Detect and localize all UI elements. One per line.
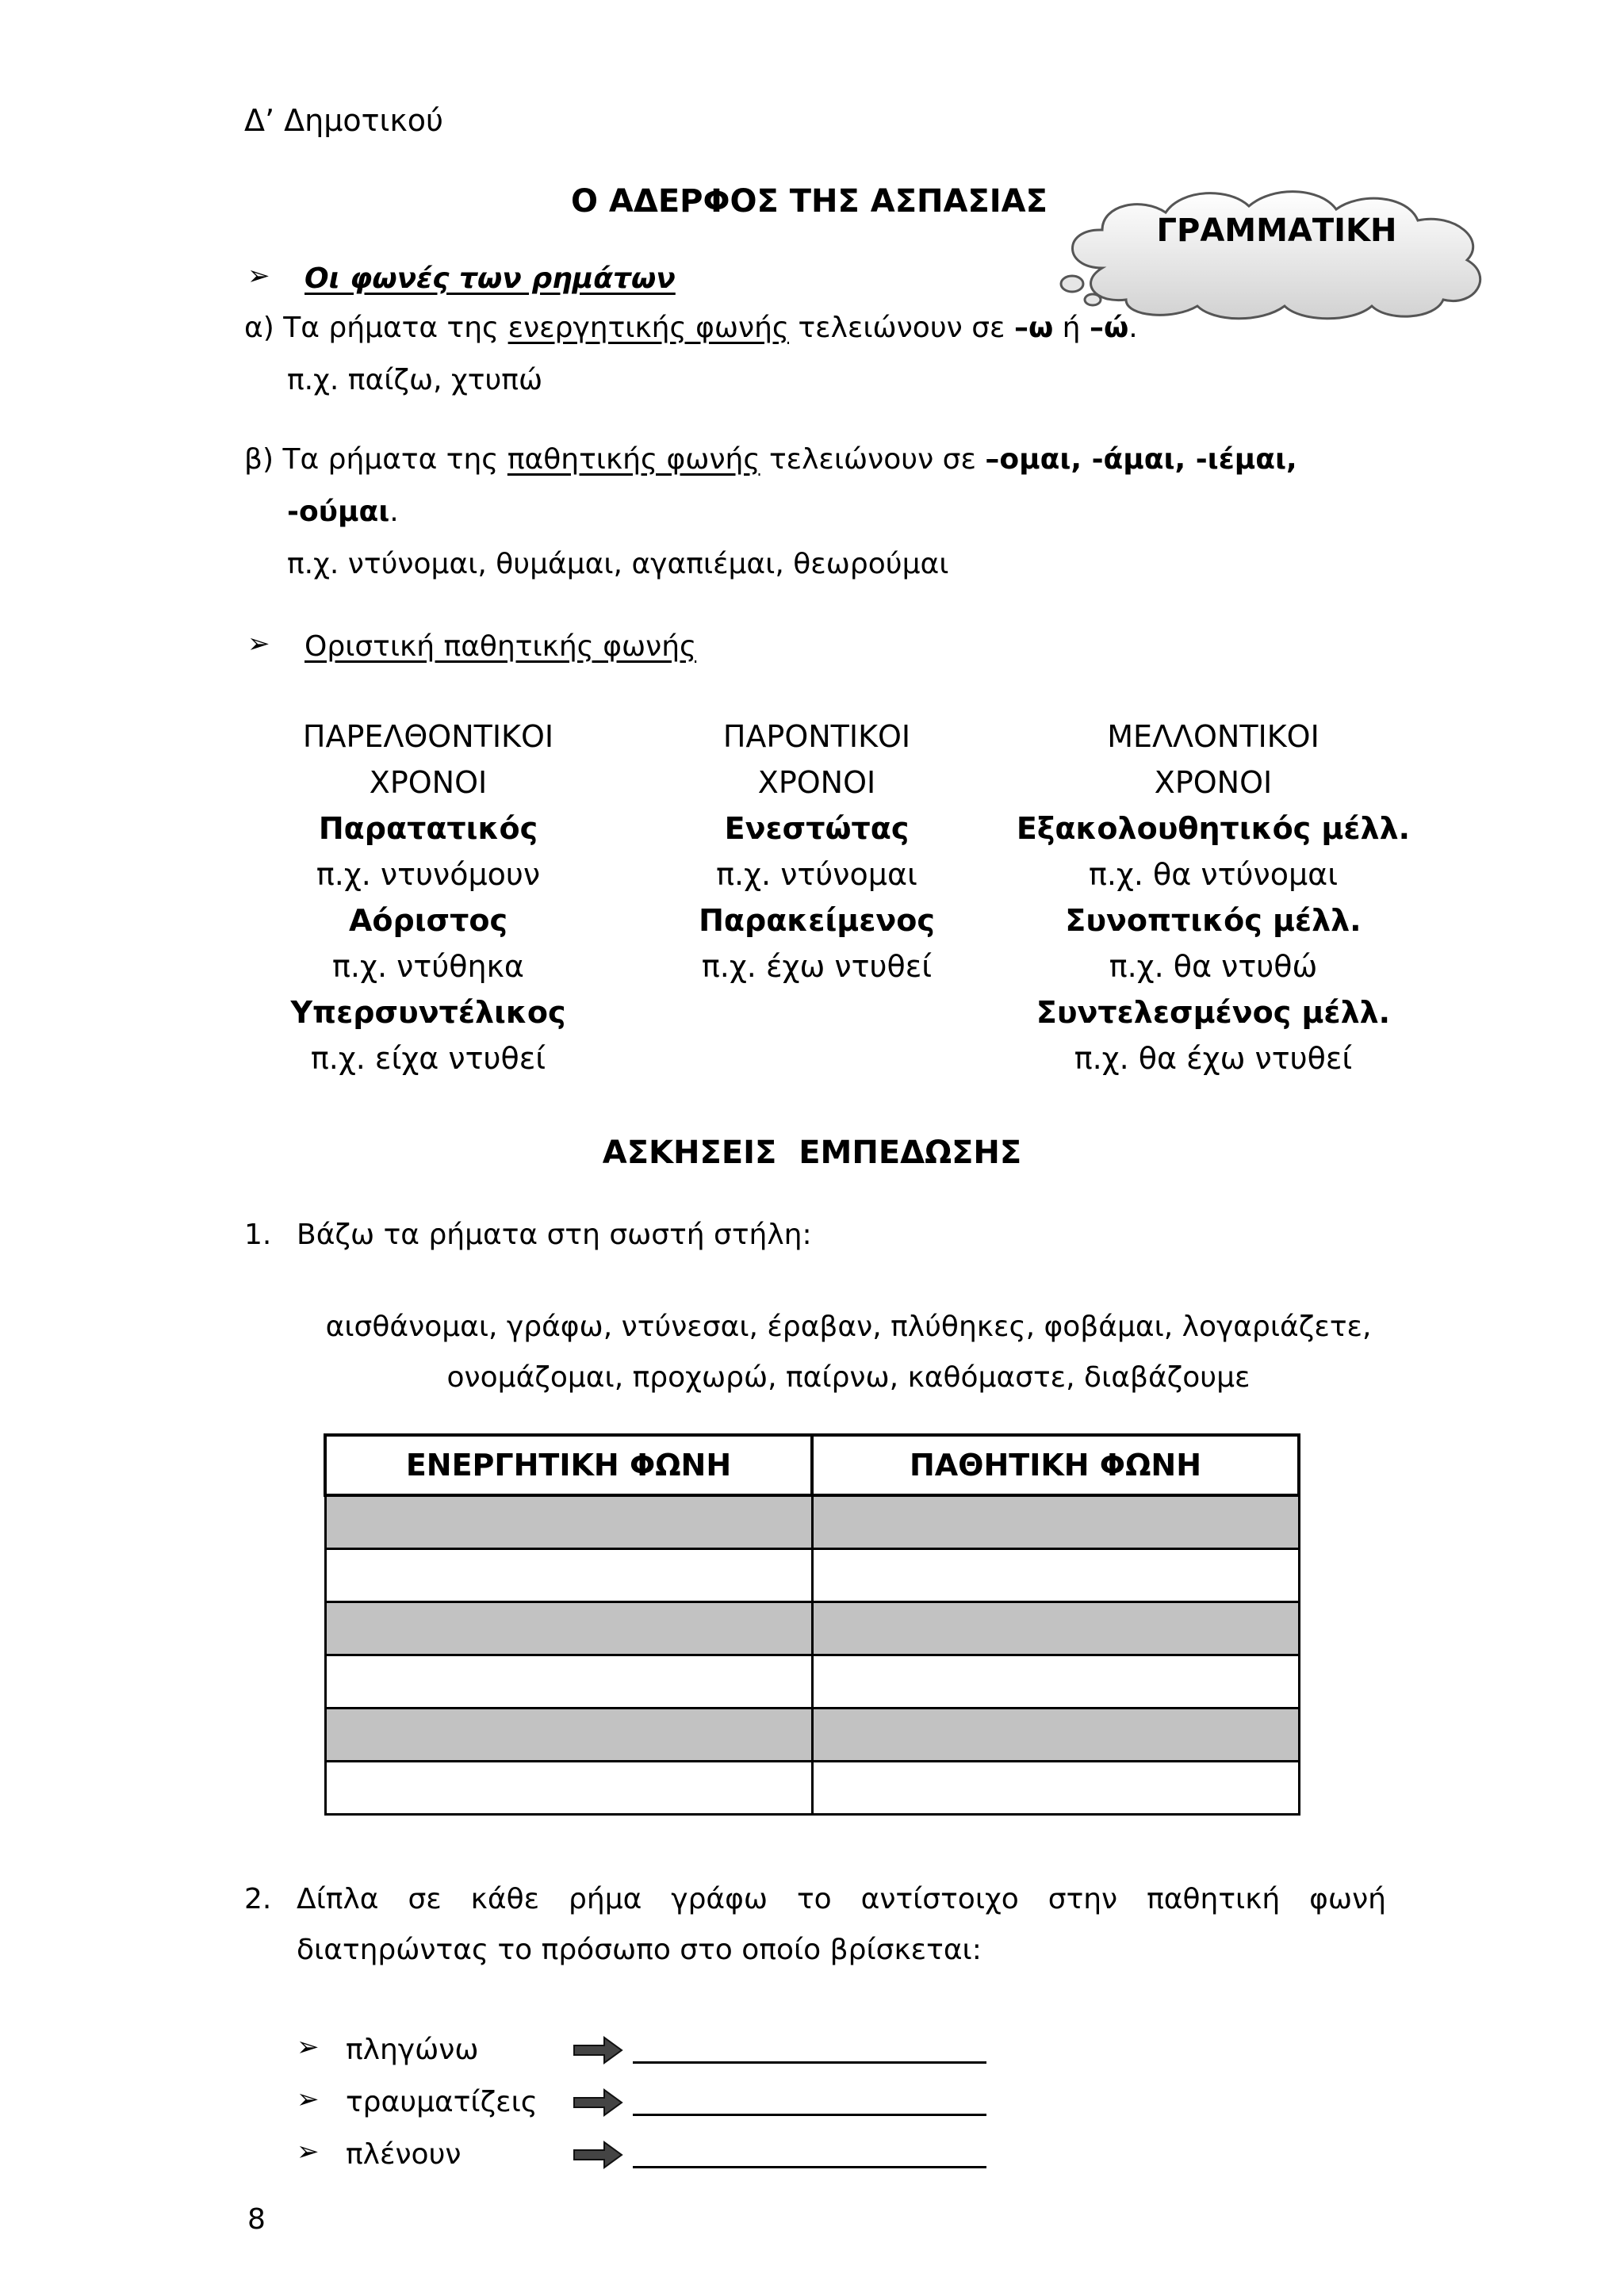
ex2-instruction-line1: Δίπλα σε κάθε ρήμα γράφω το αντίστοιχο στην παθητική φωνή xyxy=(297,1883,1386,1915)
passive-endings: –ομαι, -άμαι, -ιέμαι, xyxy=(985,443,1297,476)
tense-example: π.χ. ντύνομαι xyxy=(716,857,917,892)
ex1-instruction: Βάζω τα ρήματα στη σωστή στήλη: xyxy=(297,1219,812,1251)
column-title-2: ΧΡΟΝΟΙ xyxy=(369,765,488,800)
tense-name: Συντελεσμένος μέλλ. xyxy=(1036,995,1391,1030)
tense-name: Αόριστος xyxy=(348,903,508,938)
table-header-row xyxy=(325,1435,1299,1495)
right-arrow-icon xyxy=(573,2087,623,2118)
answer-cell[interactable] xyxy=(812,1549,1299,1602)
tense-example: π.χ. είχα ντυθεί xyxy=(310,1041,546,1076)
active-ending-1: –ω xyxy=(1013,312,1054,344)
tense-column-present xyxy=(658,714,975,989)
answer-cell[interactable] xyxy=(325,1495,812,1549)
answer-cell[interactable] xyxy=(812,1709,1299,1762)
answer-cell[interactable] xyxy=(325,1655,812,1709)
tense-example: π.χ. έχω ντυθεί xyxy=(701,949,933,984)
voices-b-mid: τελειώνουν σε xyxy=(760,443,986,476)
tense-name: Εξακολουθητικός μέλλ. xyxy=(1016,811,1411,846)
active-ending-2: –ώ xyxy=(1089,312,1129,344)
voices-b-example: π.χ. ντύνομαι, θυμάμαι, αγαπιέμαι, θεωρούμαι xyxy=(287,548,949,580)
tense-name: Ενεστώτας xyxy=(724,811,910,846)
page-title: Ο ΑΔΕΡΦΟΣ ΤΗΣ ΑΣΠΑΣΙΑΣ xyxy=(571,183,1048,220)
answer-blank[interactable] xyxy=(633,2034,986,2064)
table-row xyxy=(325,1762,1299,1815)
answer-cell[interactable] xyxy=(812,1495,1299,1549)
voices-a-example: π.χ. παίζω, χτυπώ xyxy=(287,364,543,396)
ex1-number: 1. xyxy=(244,1219,272,1251)
ex2-verb: πλένουν xyxy=(346,2138,462,2171)
ex1-words-line1: αισθάνομαι, γράφω, ντύνεσαι, έραβαν, πλύθηκες, φοβάμαι, λογαριάζετε, xyxy=(325,1311,1372,1343)
answer-blank[interactable] xyxy=(633,2139,986,2168)
passive-endings-2: -ούμαι xyxy=(287,496,390,528)
cloud-label: ΓΡΑΜΜΑΤΙΚΗ xyxy=(1156,212,1397,249)
ex2-verb: τραυματίζεις xyxy=(346,2086,538,2118)
bullet-arrow-icon: ➢ xyxy=(297,2136,320,2168)
bullet-arrow-icon: ➢ xyxy=(247,260,270,292)
column-title-1: ΠΑΡΕΛΘΟΝΤΙΚΟΙ xyxy=(302,719,554,754)
answer-blank[interactable] xyxy=(633,2087,986,2116)
table-row xyxy=(325,1495,1299,1549)
tense-example: π.χ. θα έχω ντυθεί xyxy=(1074,1041,1353,1076)
cloud-shape xyxy=(1047,181,1507,323)
grade-label: Δ’ Δημοτικού xyxy=(244,103,444,138)
answer-cell[interactable] xyxy=(325,1549,812,1602)
answer-cell[interactable] xyxy=(325,1709,812,1762)
active-voice-term: ενεργητικής φωνής xyxy=(508,312,790,344)
bullet-arrow-icon: ➢ xyxy=(247,628,270,660)
exercises-heading: ΑΣΚΗΣΕΙΣ ΕΜΠΕΔΩΣΗΣ xyxy=(602,1135,1022,1171)
voices-a-or: ή xyxy=(1053,312,1090,344)
column-header-passive: ΠΑΘΗΤΙΚΗ ΦΩΝΗ xyxy=(812,1435,1299,1495)
answer-cell[interactable] xyxy=(325,1762,812,1815)
tense-name: Παρακείμενος xyxy=(699,903,935,938)
voices-b-line xyxy=(244,441,1297,479)
voices-b-line2 xyxy=(287,493,399,531)
ex2-instruction-line2: διατηρώντας το πρόσωπο στο οποίο βρίσκεται: xyxy=(297,1934,982,1966)
bullet-arrow-icon: ➢ xyxy=(297,2031,320,2063)
voices-a-dot: . xyxy=(1128,312,1138,344)
tense-example: π.χ. θα ντυθώ xyxy=(1109,949,1318,984)
tense-name: Συνοπτικός μέλλ. xyxy=(1065,903,1362,938)
tense-example: π.χ. ντύθηκα xyxy=(332,949,524,984)
answer-cell[interactable] xyxy=(812,1655,1299,1709)
column-title-2: ΧΡΟΝΟΙ xyxy=(757,765,876,800)
voices-heading: Οι φωνές των ρημάτων xyxy=(304,262,676,295)
tense-name: Παρατατικός xyxy=(318,811,538,846)
column-title-2: ΧΡΟΝΟΙ xyxy=(1154,765,1273,800)
answer-cell[interactable] xyxy=(812,1762,1299,1815)
table-row xyxy=(325,1709,1299,1762)
verb-sort-table xyxy=(324,1433,1300,1816)
table-row xyxy=(325,1549,1299,1602)
column-title-1: ΜΕΛΛΟΝΤΙΚΟΙ xyxy=(1107,719,1320,754)
voices-a-line xyxy=(244,309,1138,347)
answer-cell[interactable] xyxy=(812,1602,1299,1655)
tense-name: Υπερσυντέλικος xyxy=(290,995,566,1030)
ex1-words-line2: ονομάζομαι, προχωρώ, παίρνω, καθόμαστε, διαβάζουμε xyxy=(446,1361,1251,1394)
bullet-arrow-icon: ➢ xyxy=(297,2084,320,2115)
voices-b-dot: . xyxy=(389,496,399,528)
voices-a-mid: τελειώνουν σε xyxy=(789,312,1014,344)
right-arrow-icon xyxy=(573,2139,623,2171)
right-arrow-icon xyxy=(573,2034,623,2066)
column-header-active: ΕΝΕΡΓΗΤΙΚΗ ΦΩΝΗ xyxy=(325,1435,812,1495)
ex2-number: 2. xyxy=(244,1883,272,1915)
table-row xyxy=(325,1602,1299,1655)
passive-voice-term: παθητικής φωνής xyxy=(507,443,760,476)
ex2-verb: πληγώνω xyxy=(346,2034,479,2066)
tense-column-past xyxy=(270,714,587,1081)
page-number: 8 xyxy=(247,2203,266,2236)
answer-cell[interactable] xyxy=(325,1602,812,1655)
tense-column-future xyxy=(1015,714,1411,1081)
column-title-1: ΠΑΡΟΝΤΙΚΟΙ xyxy=(722,719,911,754)
voices-b-prefix: β) Τα ρήματα της xyxy=(244,443,508,476)
tense-example: π.χ. θα ντύνομαι xyxy=(1088,857,1339,892)
table-row xyxy=(325,1655,1299,1709)
tense-example: π.χ. ντυνόμουν xyxy=(316,857,541,892)
indicative-heading: Οριστική παθητικής φωνής xyxy=(304,630,697,663)
voices-a-prefix: α) Τα ρήματα της xyxy=(244,312,508,344)
